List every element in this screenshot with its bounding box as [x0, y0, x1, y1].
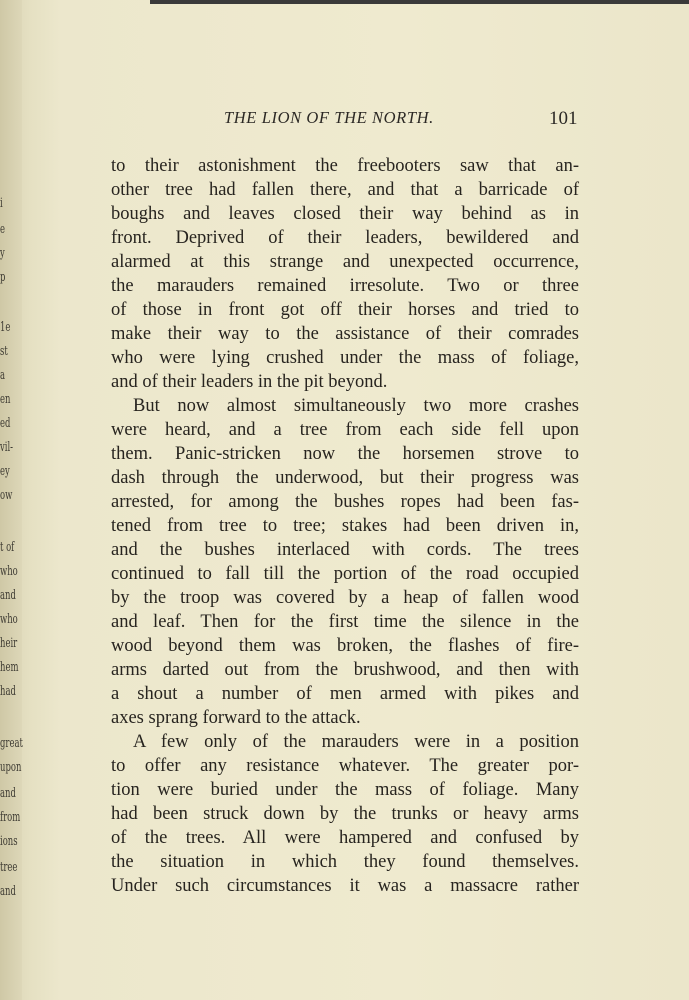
gutter-fragment: and — [0, 588, 16, 603]
text-line: a shout a number of men armed with pikes and — [111, 684, 579, 704]
text-line: had been struck down by the trunks or heavy arms — [111, 804, 579, 824]
gutter-fragment: ey — [0, 464, 10, 479]
text-line: arrested, for among the bushes ropes had been fas- — [111, 492, 579, 512]
text-line: who were lying crushed under the mass of foliage, — [111, 348, 579, 368]
gutter-fragment: vil- — [0, 440, 14, 455]
gutter-fragment: ed — [0, 416, 11, 431]
gutter-fragment: had — [0, 684, 16, 699]
text-line: dash through the underwood, but their progress was — [111, 468, 579, 488]
text-line: front. Deprived of their leaders, bewildered and — [111, 228, 579, 248]
text-line: other tree had fallen there, and that a barricade of — [111, 180, 579, 200]
text-line: of the trees. All were hampered and confused by — [111, 828, 579, 848]
text-line: the situation in which they found themselves. — [111, 852, 579, 872]
text-line: wood beyond them was broken, the flashes of fire- — [111, 636, 579, 656]
text-line: make their way to the assistance of their comrades — [111, 324, 579, 344]
text-line: and leaf. Then for the first time the silence in the — [111, 612, 579, 632]
gutter-fragment: tree — [0, 860, 18, 875]
text-line: axes sprang forward to the attack. — [111, 708, 361, 728]
gutter-fragment: st — [0, 344, 8, 359]
gutter-fragment: who — [0, 612, 18, 627]
facing-page-gutter — [0, 0, 22, 1000]
text-line: to their astonishment the freebooters saw that an- — [111, 156, 579, 176]
text-line: them. Panic-stricken now the horsemen strove to — [111, 444, 579, 464]
gutter-fragment: heir — [0, 636, 18, 651]
text-line: tion were buried under the mass of foliage. Many — [111, 780, 579, 800]
gutter-fragment: e — [0, 222, 6, 237]
text-line: were heard, and a tree from each side fell upon — [111, 420, 579, 440]
gutter-fragment: great — [0, 736, 23, 751]
text-line: tened from tree to tree; stakes had been driven in, — [111, 516, 579, 536]
text-line: boughs and leaves closed their way behind as in — [111, 204, 579, 224]
gutter-fragment: y — [0, 246, 5, 261]
gutter-fragment: and — [0, 884, 16, 899]
gutter-fragment: who — [0, 564, 18, 579]
text-line: alarmed at this strange and unexpected occurrence, — [111, 252, 579, 272]
gutter-fragment: ow — [0, 488, 13, 503]
gutter-fragment: a — [0, 368, 6, 383]
scan-edge — [150, 0, 689, 4]
gutter-fragment: i — [0, 196, 3, 211]
text-line: to offer any resistance whatever. The greater por- — [111, 756, 579, 776]
text-line: But now almost simultaneously two more crashes — [133, 396, 579, 416]
text-line: Under such circumstances it was a massacre rather — [111, 876, 579, 896]
text-line: A few only of the marauders were in a position — [133, 732, 579, 752]
gutter-fragment: ions — [0, 834, 18, 849]
gutter-fragment: en — [0, 392, 11, 407]
gutter-fragment: from — [0, 810, 21, 825]
gutter-fragment: t of — [0, 540, 15, 555]
text-line: arms darted out from the brushwood, and then with — [111, 660, 579, 680]
gutter-fragment: p — [0, 270, 6, 285]
page-number: 101 — [549, 108, 578, 129]
gutter-fragment: upon — [0, 760, 22, 775]
gutter-fragment: hem — [0, 660, 19, 675]
text-line: and the bushes interlaced with cords. The trees — [111, 540, 579, 560]
body-text — [111, 154, 579, 898]
text-line: of those in front got off their horses and tried to — [111, 300, 579, 320]
running-title: THE LION OF THE NORTH. — [224, 108, 434, 127]
text-line: continued to fall till the portion of the road occupied — [111, 564, 579, 584]
gutter-fragment: and — [0, 786, 16, 801]
text-line: by the troop was covered by a heap of fallen wood — [111, 588, 579, 608]
text-line: and of their leaders in the pit beyond. — [111, 372, 388, 392]
text-line: the marauders remained irresolute. Two or three — [111, 276, 579, 296]
gutter-fragment: 1e — [0, 320, 11, 335]
